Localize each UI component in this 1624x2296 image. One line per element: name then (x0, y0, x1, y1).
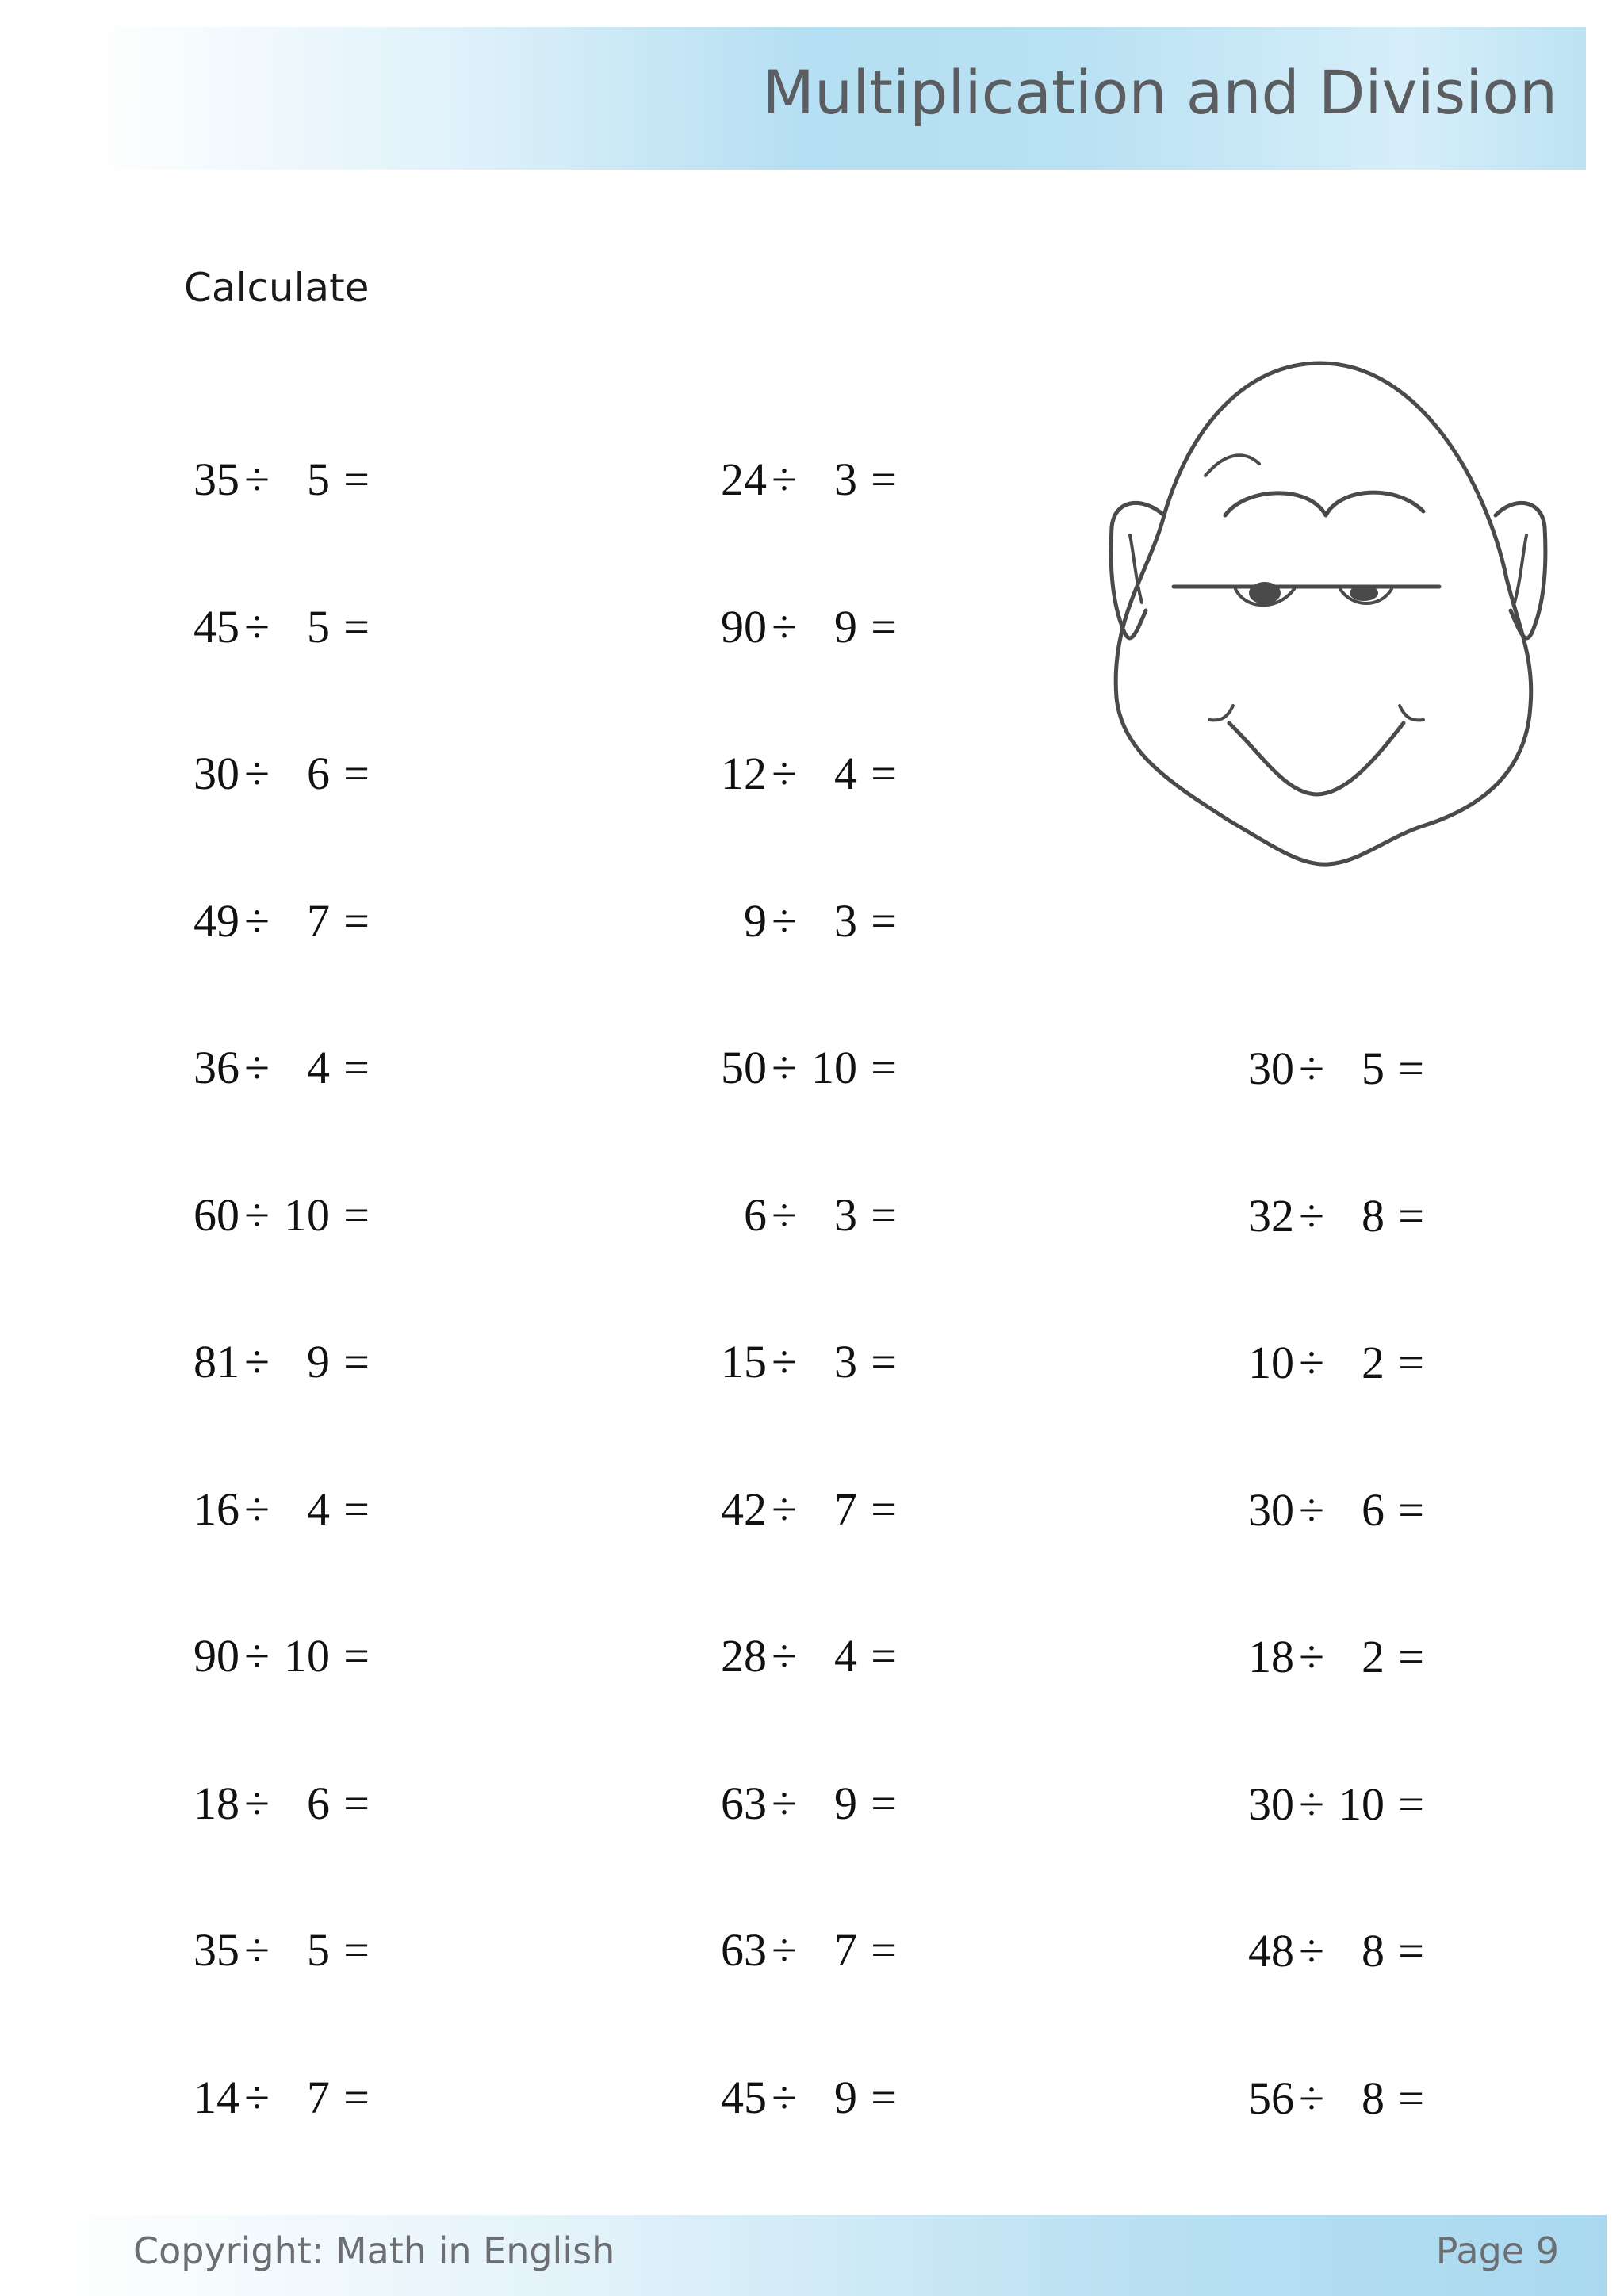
dividend: 36 (193, 1042, 239, 1094)
dividend: 45 (193, 600, 239, 652)
divisor: 9 (834, 1777, 857, 1829)
dividend: 48 (1248, 1925, 1294, 1977)
divisor: 7 (307, 2071, 330, 2123)
division-problem (711, 700, 897, 848)
dividend: 60 (193, 1188, 239, 1241)
division-problem (184, 848, 370, 995)
division-problem (1239, 1583, 1424, 1731)
equals-sign: = (871, 1924, 897, 1976)
divisor: 10 (284, 1630, 330, 1682)
division-problem (711, 848, 897, 995)
division-problem (711, 1436, 897, 1583)
divisor: 8 (1362, 1925, 1385, 1977)
divide-sign: ÷ (772, 1336, 797, 1388)
dividend: 81 (193, 1336, 239, 1388)
divide-sign: ÷ (772, 1483, 797, 1535)
divisor: 7 (834, 1924, 857, 1976)
divisor: 5 (1362, 1043, 1385, 1095)
divide-sign: ÷ (1299, 2072, 1324, 2124)
divisor: 5 (307, 600, 330, 652)
division-problem (1239, 1437, 1424, 1584)
equals-sign: = (343, 1924, 370, 1976)
divide-sign: ÷ (244, 748, 270, 800)
dividend: 35 (193, 453, 239, 506)
divisor: 4 (834, 748, 857, 800)
equals-sign: = (343, 1336, 370, 1388)
division-problem (184, 1730, 370, 1877)
dividend: 90 (193, 1630, 239, 1682)
dividend: 63 (721, 1777, 767, 1829)
equals-sign: = (871, 453, 897, 506)
equals-sign: = (871, 600, 897, 652)
divisor: 10 (284, 1188, 330, 1241)
division-problem (184, 1436, 370, 1583)
equals-sign: = (343, 2071, 370, 2123)
equals-sign: = (871, 2071, 897, 2123)
division-problem (1239, 1142, 1424, 1290)
dividend: 18 (193, 1777, 239, 1829)
divide-sign: ÷ (772, 1630, 797, 1682)
equals-sign: = (343, 1042, 370, 1094)
divide-sign: ÷ (244, 894, 270, 947)
equals-sign: = (1398, 1777, 1424, 1830)
equals-sign: = (343, 748, 370, 800)
dividend: 50 (721, 1042, 767, 1094)
division-problem (711, 2024, 897, 2172)
dividend: 9 (744, 894, 767, 947)
divide-sign: ÷ (1299, 1189, 1324, 1242)
division-problem (184, 1288, 370, 1436)
header-band (86, 27, 1586, 170)
divide-sign: ÷ (772, 1924, 797, 1976)
dividend: 45 (721, 2071, 767, 2123)
divide-sign: ÷ (244, 1042, 270, 1094)
division-problem (184, 553, 370, 701)
divisor: 3 (834, 1188, 857, 1241)
divide-sign: ÷ (1299, 1925, 1324, 1977)
dividend: 30 (1248, 1483, 1294, 1536)
divide-sign: ÷ (244, 1924, 270, 1976)
dividend: 15 (721, 1336, 767, 1388)
equals-sign: = (871, 1483, 897, 1535)
divisor: 2 (1362, 1631, 1385, 1683)
divisor: 9 (834, 600, 857, 652)
dividend: 90 (721, 600, 767, 652)
divide-sign: ÷ (772, 2071, 797, 2123)
division-problem (1239, 1731, 1424, 1878)
divisor: 6 (307, 748, 330, 800)
divisor: 5 (307, 453, 330, 506)
dividend: 30 (1248, 1777, 1294, 1830)
divisor: 8 (1362, 1189, 1385, 1242)
divisor: 8 (1362, 2072, 1385, 2124)
division-problem (711, 994, 897, 1142)
equals-sign: = (343, 600, 370, 652)
divisor: 10 (1339, 1777, 1385, 1830)
equals-sign: = (1398, 1483, 1424, 1536)
dividend: 32 (1248, 1189, 1294, 1242)
divide-sign: ÷ (244, 1630, 270, 1682)
dividend: 6 (744, 1188, 767, 1241)
division-problem (711, 1582, 897, 1730)
division-problem (1239, 2025, 1424, 2172)
equals-sign: = (343, 1188, 370, 1241)
dividend: 35 (193, 1924, 239, 1976)
equals-sign: = (1398, 1925, 1424, 1977)
divide-sign: ÷ (244, 1188, 270, 1241)
equals-sign: = (1398, 1189, 1424, 1242)
divide-sign: ÷ (1299, 1631, 1324, 1683)
division-problem (711, 1288, 897, 1436)
page-number: Page 9 (1435, 2229, 1559, 2272)
divisor: 2 (1362, 1337, 1385, 1389)
divisor: 4 (307, 1483, 330, 1535)
equals-sign: = (871, 1336, 897, 1388)
footer-band (46, 2215, 1607, 2296)
equals-sign: = (343, 894, 370, 947)
equals-sign: = (1398, 1043, 1424, 1095)
equals-sign: = (1398, 1631, 1424, 1683)
divide-sign: ÷ (772, 1777, 797, 1829)
divisor: 7 (834, 1483, 857, 1535)
division-problem (184, 1142, 370, 1289)
divide-sign: ÷ (772, 748, 797, 800)
division-problem (1239, 1289, 1424, 1437)
dividend: 28 (721, 1630, 767, 1682)
division-problem (184, 1877, 370, 2024)
dividend: 63 (721, 1924, 767, 1976)
division-problem (1239, 995, 1424, 1142)
dividend: 30 (1248, 1043, 1294, 1095)
problem-column-3 (1239, 995, 1424, 2172)
copyright-text: Copyright: Math in English (133, 2229, 615, 2272)
divide-sign: ÷ (772, 453, 797, 506)
division-problem (711, 553, 897, 701)
dividend: 56 (1248, 2072, 1294, 2124)
divide-sign: ÷ (772, 600, 797, 652)
divide-sign: ÷ (1299, 1043, 1324, 1095)
divide-sign: ÷ (244, 1777, 270, 1829)
problem-column-1 (184, 406, 370, 2171)
dividend: 16 (193, 1483, 239, 1535)
divisor: 4 (834, 1630, 857, 1682)
division-problem (184, 994, 370, 1142)
page-title: Multiplication and Division (762, 57, 1557, 128)
equals-sign: = (343, 1483, 370, 1535)
division-problem (711, 1730, 897, 1877)
divide-sign: ÷ (244, 1336, 270, 1388)
divisor: 6 (307, 1777, 330, 1829)
dividend: 18 (1248, 1631, 1294, 1683)
equals-sign: = (871, 1188, 897, 1241)
divisor: 3 (834, 894, 857, 947)
divide-sign: ÷ (1299, 1483, 1324, 1536)
equals-sign: = (871, 1777, 897, 1829)
equals-sign: = (1398, 1337, 1424, 1389)
equals-sign: = (343, 1777, 370, 1829)
divide-sign: ÷ (772, 894, 797, 947)
instruction-label: Calculate (184, 265, 370, 311)
dividend: 10 (1248, 1337, 1294, 1389)
divisor: 9 (307, 1336, 330, 1388)
divisor: 3 (834, 1336, 857, 1388)
dividend: 42 (721, 1483, 767, 1535)
dividend: 12 (721, 748, 767, 800)
divide-sign: ÷ (772, 1042, 797, 1094)
equals-sign: = (871, 748, 897, 800)
divisor: 4 (307, 1042, 330, 1094)
dividend: 24 (721, 453, 767, 506)
divisor: 3 (834, 453, 857, 506)
divisor: 6 (1362, 1483, 1385, 1536)
problem-column-2 (711, 406, 897, 2171)
equals-sign: = (871, 1630, 897, 1682)
divide-sign: ÷ (244, 2071, 270, 2123)
cartoon-face-icon (1086, 357, 1554, 880)
divide-sign: ÷ (1299, 1777, 1324, 1830)
divisor: 5 (307, 1924, 330, 1976)
division-problem (184, 700, 370, 848)
divisor: 10 (811, 1042, 857, 1094)
divide-sign: ÷ (244, 453, 270, 506)
equals-sign: = (871, 1042, 897, 1094)
division-problem (711, 1142, 897, 1289)
equals-sign: = (343, 453, 370, 506)
divide-sign: ÷ (772, 1188, 797, 1241)
divisor: 7 (307, 894, 330, 947)
divide-sign: ÷ (244, 1483, 270, 1535)
equals-sign: = (343, 1630, 370, 1682)
equals-sign: = (871, 894, 897, 947)
dividend: 14 (193, 2071, 239, 2123)
division-problem (184, 2024, 370, 2172)
divide-sign: ÷ (1299, 1337, 1324, 1389)
equals-sign: = (1398, 2072, 1424, 2124)
divisor: 9 (834, 2071, 857, 2123)
division-problem (184, 1582, 370, 1730)
division-problem (184, 406, 370, 553)
division-problem (711, 1877, 897, 2024)
division-problem (711, 406, 897, 553)
dividend: 49 (193, 894, 239, 947)
divide-sign: ÷ (244, 600, 270, 652)
dividend: 30 (193, 748, 239, 800)
division-problem (1239, 1877, 1424, 2025)
